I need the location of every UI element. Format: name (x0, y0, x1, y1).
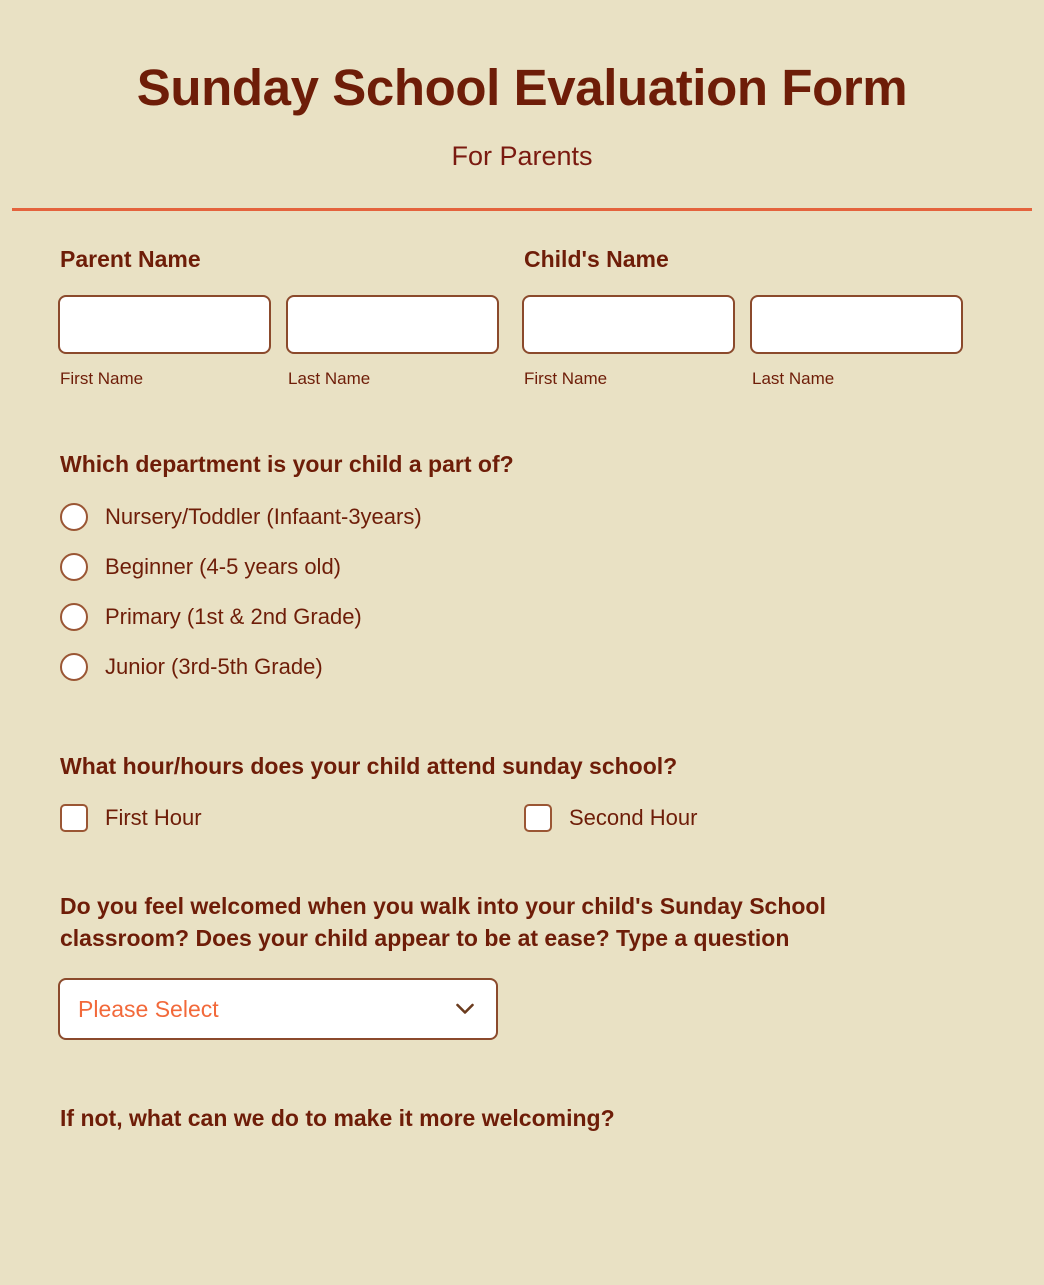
radio-circle-icon[interactable] (60, 653, 88, 681)
welcome-select[interactable] (58, 978, 498, 1040)
checkbox-option-label: First Hour (105, 805, 202, 830)
improve-question-label: If not, what can we do to make it more welcoming? (60, 1105, 615, 1131)
radio-option-junior[interactable] (58, 642, 986, 692)
department-question-label: Which department is your child a part of? (60, 451, 514, 477)
child-name-fields (522, 295, 986, 390)
checkbox-square-icon[interactable] (524, 804, 552, 832)
child-first-name-field (522, 295, 735, 390)
radio-option-primary[interactable] (58, 592, 986, 642)
page-title: Sunday School Evaluation Form (136, 59, 908, 116)
parent-last-name-input[interactable] (286, 295, 499, 354)
form-header (0, 0, 1044, 211)
radio-circle-icon[interactable] (60, 603, 88, 631)
name-section (58, 211, 986, 390)
child-name-label: Child's Name (524, 246, 669, 272)
radio-option-nursery-toddler[interactable] (58, 492, 986, 542)
child-last-name-field (750, 295, 963, 390)
hours-question (58, 692, 986, 832)
checkbox-option-second-hour[interactable] (522, 804, 986, 832)
radio-option-label: Nursery/Toddler (Infaant-3years) (105, 504, 422, 529)
radio-option-beginner[interactable] (58, 542, 986, 592)
parent-name-group (58, 245, 522, 390)
parent-first-name-field (58, 295, 271, 390)
child-last-name-input[interactable] (750, 295, 963, 354)
checkbox-option-first-hour[interactable] (58, 804, 522, 832)
child-first-name-sublabel: First Name (524, 369, 608, 388)
child-first-name-input[interactable] (522, 295, 735, 354)
parent-first-name-sublabel: First Name (60, 369, 144, 388)
child-name-group (522, 245, 986, 390)
welcome-question (58, 832, 986, 1040)
form-body (0, 211, 1044, 1134)
parent-name-fields (58, 295, 522, 390)
chevron-down-icon[interactable] (456, 1000, 474, 1018)
radio-option-label: Beginner (4-5 years old) (105, 554, 342, 579)
radio-option-label: Primary (1st & 2nd Grade) (105, 604, 362, 629)
department-radio-group (58, 492, 986, 692)
hours-checkbox-group (58, 804, 986, 832)
department-question (58, 390, 986, 692)
radio-circle-icon[interactable] (60, 553, 88, 581)
child-last-name-sublabel: Last Name (752, 369, 835, 388)
page-subtitle: For Parents (451, 141, 593, 171)
welcome-question-label: Do you feel welcomed when you walk into your child's Sunday School classroom? Does your child appear to be at ease? Type a question (60, 893, 826, 951)
welcome-select-value: Please Select (78, 996, 219, 1022)
parent-first-name-input[interactable] (58, 295, 271, 354)
parent-last-name-field (286, 295, 499, 390)
checkbox-square-icon[interactable] (60, 804, 88, 832)
hours-question-label: What hour/hours does your child attend sunday school? (60, 753, 678, 779)
checkbox-option-label: Second Hour (569, 805, 698, 830)
parent-last-name-sublabel: Last Name (288, 369, 371, 388)
radio-option-label: Junior (3rd-5th Grade) (105, 654, 323, 679)
radio-circle-icon[interactable] (60, 503, 88, 531)
parent-name-label: Parent Name (60, 246, 201, 272)
improve-question (58, 1040, 986, 1134)
